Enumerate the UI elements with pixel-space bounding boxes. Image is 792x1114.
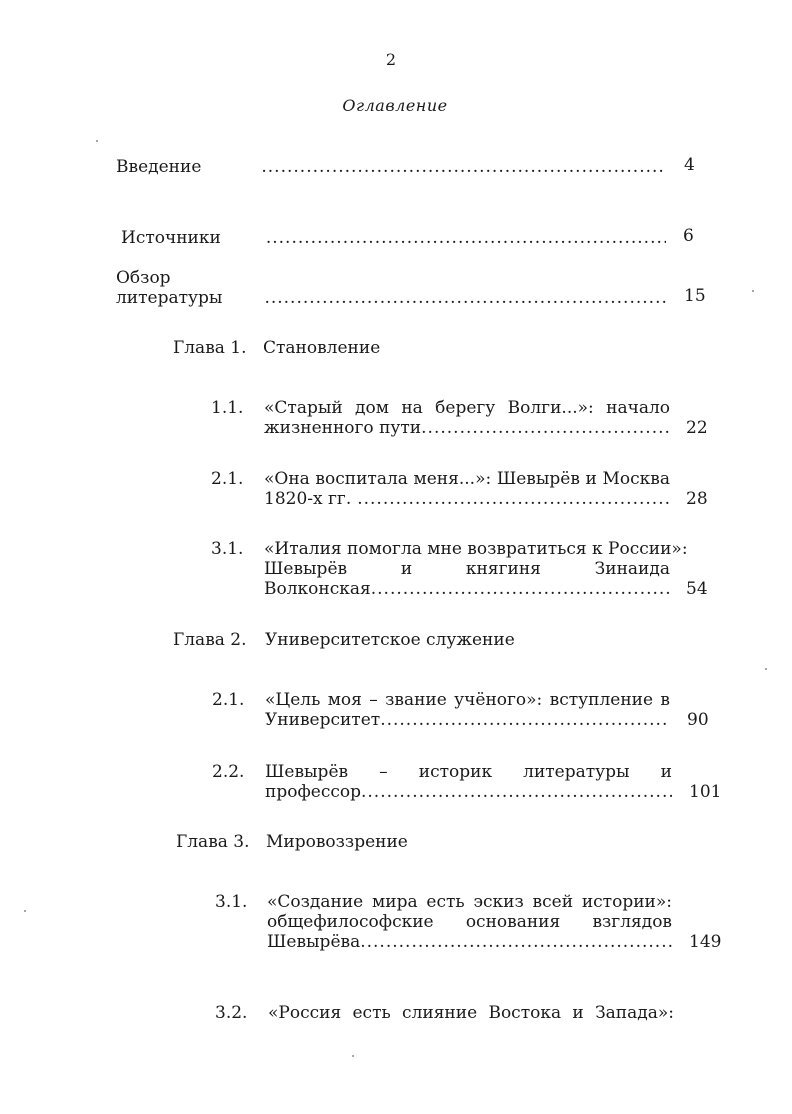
section-title-line[interactable]: [264, 418, 670, 439]
dot-leader: [360, 932, 672, 953]
toc-entry-label: Обзор: [116, 268, 171, 288]
dot-leader: [380, 710, 670, 731]
section-title-line[interactable]: [265, 710, 670, 731]
section-number: 2.1.: [211, 469, 244, 489]
section-title-text: 1820-х гг.: [264, 489, 352, 509]
chapter-title[interactable]: Становление: [263, 338, 381, 358]
section-title-line[interactable]: [264, 489, 670, 510]
section-title-text: Волконская: [264, 579, 371, 599]
toc-entry-page: 6: [683, 226, 694, 246]
chapter-number: Глава 2.: [173, 630, 247, 650]
section-page: 101: [689, 782, 722, 802]
section-title-line[interactable]: общефилософские основания взглядов: [267, 912, 672, 932]
chapter-number: Глава 1.: [173, 338, 247, 358]
toc-entry-sources[interactable]: [121, 228, 666, 249]
toc-entry-page: 4: [684, 155, 695, 175]
chapter-number: Глава 3.: [176, 832, 250, 852]
toc-entry-label: Введение: [116, 157, 202, 177]
page-number: 2: [385, 50, 397, 69]
section-title-line[interactable]: [267, 932, 672, 953]
section-page: 90: [687, 710, 709, 730]
section-title-text: профессор: [265, 782, 361, 802]
section-page: 54: [686, 579, 708, 599]
section-page: 22: [686, 418, 708, 438]
section-title-line[interactable]: [264, 579, 670, 600]
section-number: 2.2.: [212, 762, 245, 782]
dot-leader: [421, 418, 670, 439]
section-number: 1.1.: [211, 398, 244, 418]
section-title-line[interactable]: «Италия помогла мне возвратиться к России»:: [264, 539, 688, 559]
toc-entry-review[interactable]: [116, 288, 666, 309]
chapter-title[interactable]: Мировоззрение: [266, 832, 408, 852]
section-page: 28: [686, 489, 708, 509]
toc-entry-page: 15: [684, 286, 706, 306]
scan-speck: [24, 910, 26, 912]
section-title-line[interactable]: «Цель моя – звание учёного»: вступление в: [265, 690, 670, 710]
toc-entry-label: литературы: [116, 288, 223, 308]
section-number: 3.1.: [215, 892, 248, 912]
dot-leader: [266, 228, 666, 249]
section-title-line[interactable]: [265, 782, 672, 803]
scan-speck: [352, 1055, 354, 1057]
section-title-line[interactable]: «Старый дом на берегу Волги...»: начало: [264, 398, 670, 418]
section-title-text: Университет: [265, 710, 381, 730]
toc-entry-intro[interactable]: [116, 157, 666, 178]
dot-leader: [261, 157, 666, 178]
section-title-text: жизненного пути: [264, 418, 422, 438]
toc-entry-label: Источники: [121, 228, 221, 248]
section-title-line[interactable]: «Она воспитала меня...»: Шевырёв и Москва: [264, 469, 670, 489]
dot-leader: [361, 782, 672, 803]
dot-leader: [357, 489, 670, 510]
scan-speck: [96, 140, 98, 142]
section-title-text: Шевырёва: [267, 932, 361, 952]
section-number: 2.1.: [212, 690, 245, 710]
dot-leader: [371, 579, 670, 600]
page-title: Оглавление: [342, 96, 448, 115]
section-number: 3.1.: [211, 539, 244, 559]
section-title-line[interactable]: «Создание мира есть эскиз всей истории»:: [267, 892, 672, 912]
section-title-line[interactable]: Шевырёв – историк литературы и: [265, 762, 672, 782]
scan-speck: [752, 290, 754, 292]
section-title-line[interactable]: «Россия есть слияние Востока и Запада»:: [268, 1003, 674, 1023]
section-title-line[interactable]: Шевырёв и княгиня Зинаида: [264, 559, 670, 579]
section-page: 149: [689, 932, 722, 952]
section-number: 3.2.: [215, 1003, 248, 1023]
dot-leader: [264, 288, 666, 309]
chapter-title[interactable]: Университетское служение: [265, 630, 515, 650]
scan-speck: [765, 668, 767, 670]
